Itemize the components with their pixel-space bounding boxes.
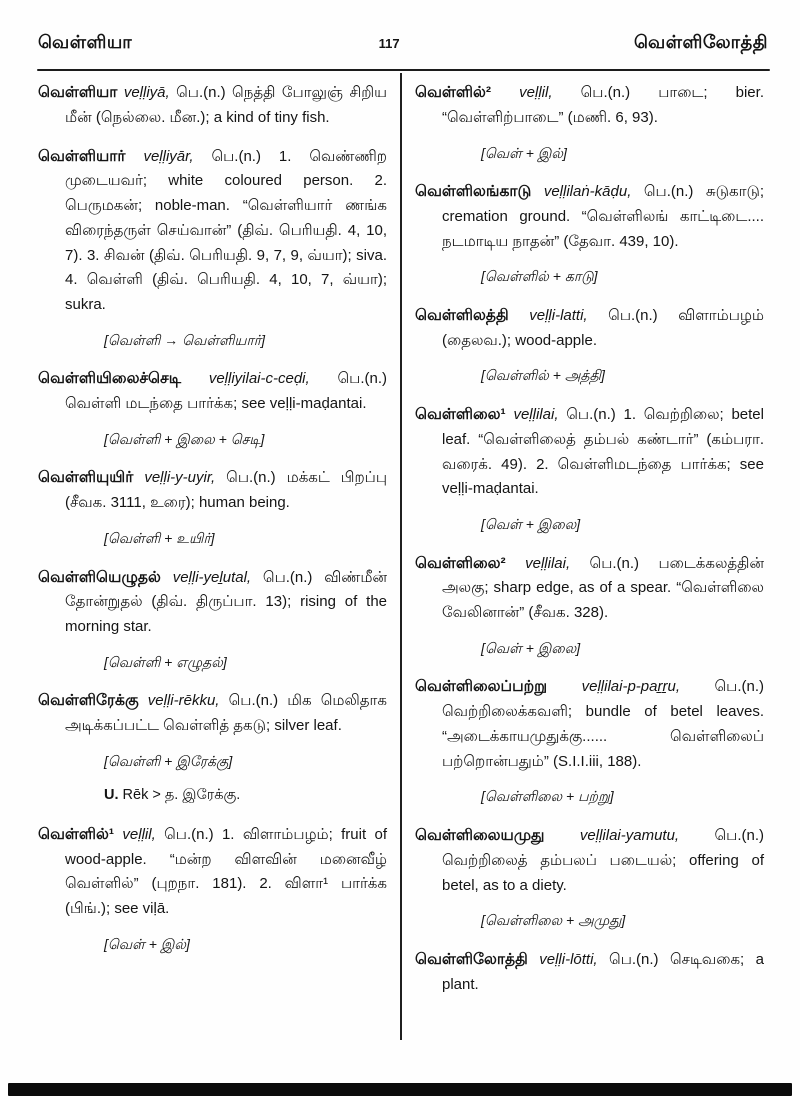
dictionary-entry — [415, 551, 764, 659]
entry-definition: பெ.(n.) மிக மெலிதாக அடிக்கப்பட்ட வெள்ளித் தகடு; silver leaf. — [65, 692, 387, 735]
dictionary-entry — [415, 80, 764, 163]
entry-definition: பெ.(n.) 1. வெற்றிலை; betel leaf. “வெள்ளிலைத் தம்பல் கண்டார்” (கம்பரா. வரைக். 49). 2. வெள்ளிமடந்தை பார்க்க; see veḷḷi-maḍantai. — [442, 406, 764, 498]
entry-headword: வெள்ளியெழுதல் — [38, 568, 161, 586]
entry-transliteration: veḷḷilai, — [513, 406, 559, 424]
entry-headword: வெள்ளிலையமுது — [415, 827, 545, 845]
entry-headword: வெள்ளியுயிர் — [38, 469, 134, 487]
running-head-right-word: வெள்ளிலோத்தி — [634, 32, 768, 52]
entry-headword: வெள்ளிலங்காடு — [415, 183, 532, 201]
dictionary-entry — [415, 303, 764, 386]
entry-headword: வெள்ளிலை¹ — [415, 406, 506, 424]
dictionary-entry — [38, 822, 387, 955]
entry-transliteration: veḷḷiyā, — [123, 84, 170, 101]
entry-definition: பெ.(n.) 1. விளாம்பழம்; fruit of wood-apple. “மன்ற விளவின் மனைவீழ் வெள்ளில்” (புறநா. 181). 2. விளா¹ பார்க்க (பிங்.); see viḷā. — [65, 825, 388, 918]
entry-etymology: [வெள்ளில் + அத்தி] — [481, 367, 605, 384]
entry-transliteration: veḷḷi-lōtti, — [539, 950, 598, 968]
entry-headword: வெள்ளியிலைச்செடி — [38, 370, 182, 388]
entry-etymology: [வெள் + இல்] — [481, 144, 567, 161]
entry-transliteration: veḷḷi-rēkku, — [147, 692, 220, 710]
running-head-left-word: வெள்ளியா — [38, 32, 133, 52]
entry-definition: பெ.(n.) சுடுகாடு; cremation ground. “வெள்ளிலங் காட்டிடை.... நடமாடிய நாதன்” (தேவா. 439, 10). — [442, 183, 765, 250]
dictionary-entry — [415, 823, 764, 931]
entry-headword: வெள்ளியார் — [38, 147, 126, 165]
entry-etymology: [வெள்ளிலை + பற்று] — [481, 788, 614, 805]
entry-transliteration: veḷḷil, — [122, 825, 156, 843]
entry-definition: பெ.(n.) பாடை; bier. “வெள்ளிற்பாடை” (மணி. 6, 93). — [442, 84, 764, 126]
entry-definition: பெ.(n.) வெற்றிலைக்கவளி; bundle of betel leaves. “அடைக்காயமுதுக்கு...... வெள்ளிலைப் பற்றொன்பதும்” (S.I.I.iii, 188). — [442, 678, 764, 770]
entry-definition: பெ.(n.) விண்மீன் தோன்றுதல் (திவ். திருப்பா. 13); rising of the morning star. — [65, 568, 388, 636]
entry-headword: வெள்ளிலத்தி — [415, 306, 509, 324]
entry-headword: வெள்ளிலைப்பற்று — [415, 678, 548, 696]
entry-definition: பெ.(n.) செடிவகை; a plant. — [442, 950, 764, 993]
scan-edge-bar — [8, 1083, 792, 1096]
entry-etymology: [வெள் + இல்] — [104, 935, 190, 952]
dictionary-entry — [415, 179, 764, 287]
entry-definition: பெ.(n.) மக்கட் பிறப்பு (சீவக. 3111, உரை); human being. — [65, 469, 388, 512]
entry-headword: வெள்ளிரேக்கு — [38, 692, 139, 710]
entry-transliteration: veḷḷilai-yamutu, — [579, 827, 680, 845]
entry-definition: பெ.(n.) வெற்றிலைத் தம்பலப் படையல்; offering of betel, as to a diety. — [442, 827, 764, 894]
right-column — [415, 80, 764, 1010]
entry-etymology: [வெள்ளி + இலை + செடி] — [104, 430, 265, 447]
dictionary-entry — [38, 565, 387, 673]
entry-transliteration: veḷḷi-yeḻutal, — [172, 568, 252, 586]
entry-etymology: [வெள்ளி → வெள்ளியார்] — [104, 331, 265, 348]
entry-transliteration: veḷḷi-y-uyir, — [144, 469, 216, 487]
dictionary-entry — [38, 465, 387, 548]
entry-headword: வெள்ளிலோத்தி — [415, 950, 528, 968]
entry-headword: வெள்ளில்² — [415, 84, 492, 101]
entry-etymology: [வெள் + இலை] — [481, 639, 581, 656]
entry-etymology: [வெள்ளில் + காடு] — [481, 268, 598, 285]
entry-transliteration: veḷḷil, — [519, 84, 553, 101]
left-column — [38, 80, 387, 1010]
entry-transliteration: veḷḷiyār, — [143, 147, 194, 165]
entry-transliteration: veḷḷilai, — [525, 554, 571, 572]
dictionary-entry — [415, 674, 764, 807]
entry-note — [104, 785, 387, 805]
entry-definition: பெ.(n.) நெத்தி போலுஞ் சிறிய மீன் (நெல்லை. மீன.); a kind of tiny fish. — [65, 84, 387, 126]
header-rule — [37, 69, 770, 71]
entry-definition: பெ.(n.) விளாம்பழம் (தைலவ.); wood-apple. — [442, 306, 764, 349]
entry-etymology: [வெள்ளி + எழுதல்] — [104, 653, 227, 670]
running-head — [38, 32, 768, 55]
text-columns — [38, 80, 764, 1010]
entry-note-text: Rēk > த. இரேக்கு. — [118, 787, 241, 804]
entry-headword: வெள்ளியா — [38, 84, 118, 101]
entry-transliteration: veḷḷilaṅ-kāḍu, — [543, 183, 632, 201]
entry-note-label: U. — [104, 787, 119, 804]
entry-transliteration: veḷḷi-latti, — [529, 306, 588, 324]
entry-definition: பெ.(n.) படைக்கலத்தின் அலகு; sharp edge, as of a spear. “வெள்ளிலை வேலினான்” (சீவக. 328). — [442, 554, 764, 622]
entry-definition: பெ.(n.) வெள்ளி மடந்தை பார்க்க; see veḷḷi-maḍantai. — [65, 370, 387, 413]
dictionary-entry — [38, 80, 387, 131]
entry-headword: வெள்ளிலை² — [415, 554, 506, 572]
entry-transliteration: veḷḷiyilai-c-ceḍi, — [208, 370, 310, 388]
entry-definition: பெ.(n.) 1. வெண்ணிற முடையவர்; white coloured person. 2. பெருமகன்; noble-man. “வெள்ளியார் ணங்க விரைந்தருள் செய்வான்” (திவ். பெரியதி. 4, 10, 7). 3. சிவன் (திவ். பெரியதி. 9, 7, 9, வ்யா); siva. 4. வெள்ளி (திவ். பெரியதி. 4, 10, 7, வ்யா); sukra. — [65, 147, 387, 313]
entry-etymology: [வெள்ளிலை + அமுது] — [481, 912, 626, 929]
entry-etymology: [வெள்ளி + உயிர்] — [104, 529, 215, 546]
entry-transliteration: veḷḷilai-p-paṟṟu, — [581, 678, 680, 696]
page-number: 117 — [378, 36, 400, 51]
dictionary-entry — [415, 402, 764, 535]
dictionary-entry — [415, 947, 764, 998]
entry-etymology: [வெள்ளி + இரேக்கு] — [104, 752, 233, 769]
entry-headword: வெள்ளில்¹ — [38, 825, 115, 843]
entry-etymology: [வெள் + இலை] — [481, 516, 581, 533]
dictionary-entry — [38, 688, 387, 805]
dictionary-entry — [38, 366, 387, 449]
dictionary-entry — [38, 144, 387, 351]
